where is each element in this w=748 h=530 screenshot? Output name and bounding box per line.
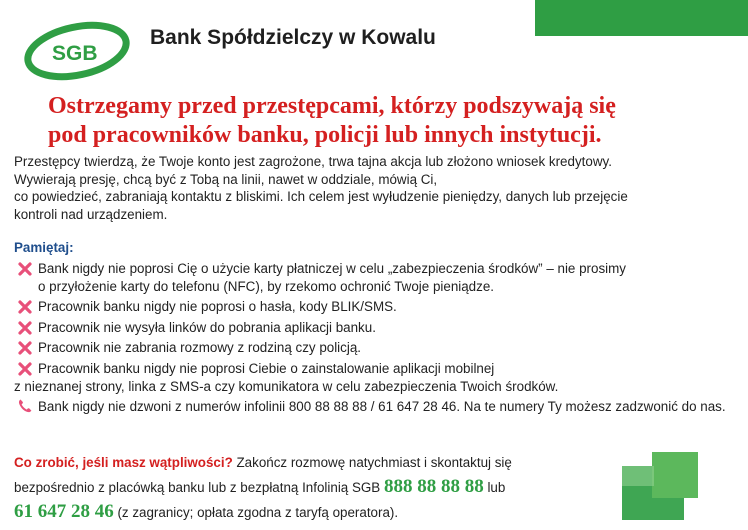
- decorative-square: [652, 452, 698, 498]
- contact-advice: [14, 451, 614, 525]
- rule-item: [14, 260, 744, 295]
- rule-text: Pracownik banku nigdy nie poprosi o hasła, kody BLIK/SMS.: [38, 299, 397, 315]
- top-green-bar: [535, 0, 748, 36]
- x-icon: [17, 261, 33, 277]
- rule-item: [14, 360, 744, 395]
- phone-rule-text: Bank nigdy nie dzwoni z numerów infolinii 800 88 88 88 / 61 647 28 46. Na te numery Ty możesz zadzwonić: [38, 399, 678, 415]
- intro-line: Przestępcy twierdzą, że Twoje konto jest zagrożone, trwa tajna akcja lub złożono wniosek kredytowy.: [14, 154, 612, 169]
- x-icon: [17, 340, 33, 356]
- rule-item: [14, 339, 744, 357]
- headline-line-1: Ostrzegamy przed przestępcami, którzy podszywają się: [48, 93, 616, 119]
- rule-item: [14, 319, 744, 337]
- x-icon: [17, 361, 33, 377]
- logo-text: SGB: [52, 42, 98, 65]
- rule-text: z nieznanej strony, linka z SMS-a czy komunikatora w celu zabezpieczenia Twoich środków.: [14, 378, 559, 394]
- decorative-square: [622, 466, 654, 486]
- headline-line-2: pod pracowników banku, policji lub innych instytucji.: [48, 122, 602, 148]
- bank-name: Bank Spółdzielczy w Kowalu: [150, 26, 436, 49]
- x-icon: [17, 320, 33, 336]
- warning-headline: [48, 92, 738, 150]
- intro-paragraph: [14, 153, 739, 223]
- rule-text: Bank nigdy nie poprosi Cię o użycie karty płatniczej w celu „zabezpieczenia środków” – nie prosimy: [38, 261, 626, 276]
- cta-text: (z zagranicy; opłata zgodna z taryfą operatora).: [113, 505, 399, 520]
- infoline-number[interactable]: 888 88 88 88: [383, 476, 484, 497]
- rule-item: [14, 298, 744, 316]
- cta-text: bezpośrednio z placówką banku lub z bezpłatną Infolinią SGB: [14, 480, 384, 495]
- phone-icon: [17, 398, 33, 414]
- cta-line: [14, 475, 614, 500]
- intro-line: co powiedzieć, zabraniają kontaktu z bliskimi. Ich celem jest wyłudzenie pieniędzy, danych lub przejęcie: [14, 189, 628, 205]
- intro-line: kontroli nad urządzeniem.: [14, 206, 168, 222]
- cta-line: [14, 451, 614, 475]
- sgb-logo: [22, 18, 134, 84]
- cta-text: lub: [483, 480, 506, 495]
- rule-text: Pracownik nie zabrania rozmowy z rodziną czy policją.: [38, 340, 361, 356]
- rules-list: [14, 260, 744, 416]
- abroad-number[interactable]: 61 647 28 46: [14, 501, 114, 522]
- cta-line: [14, 500, 614, 525]
- intro-line: Wywierają presję, chcą być z Tobą na linii, nawet w oddziale, mówią Ci,: [14, 171, 438, 187]
- phone-rule-item: [14, 398, 744, 416]
- phone-rule-text: do nas.: [681, 399, 726, 415]
- rule-text: o przyłożenie karty do telefonu (NFC), by rzekomo ochronić Twoje pieniądze.: [38, 278, 494, 294]
- cta-text: Zakończ rozmowę natychmiast i skontaktuj się: [232, 455, 512, 470]
- rule-text: Pracownik nie wysyła linków do pobrania aplikacji banku.: [38, 319, 376, 335]
- x-icon: [17, 299, 33, 315]
- remember-label: Pamiętaj:: [14, 240, 74, 255]
- cta-question: Co zrobić, jeśli masz wątpliwości?: [14, 455, 233, 470]
- rule-text: Pracownik banku nigdy nie poprosi Ciebie o zainstalowanie aplikacji mobilnej: [38, 360, 495, 376]
